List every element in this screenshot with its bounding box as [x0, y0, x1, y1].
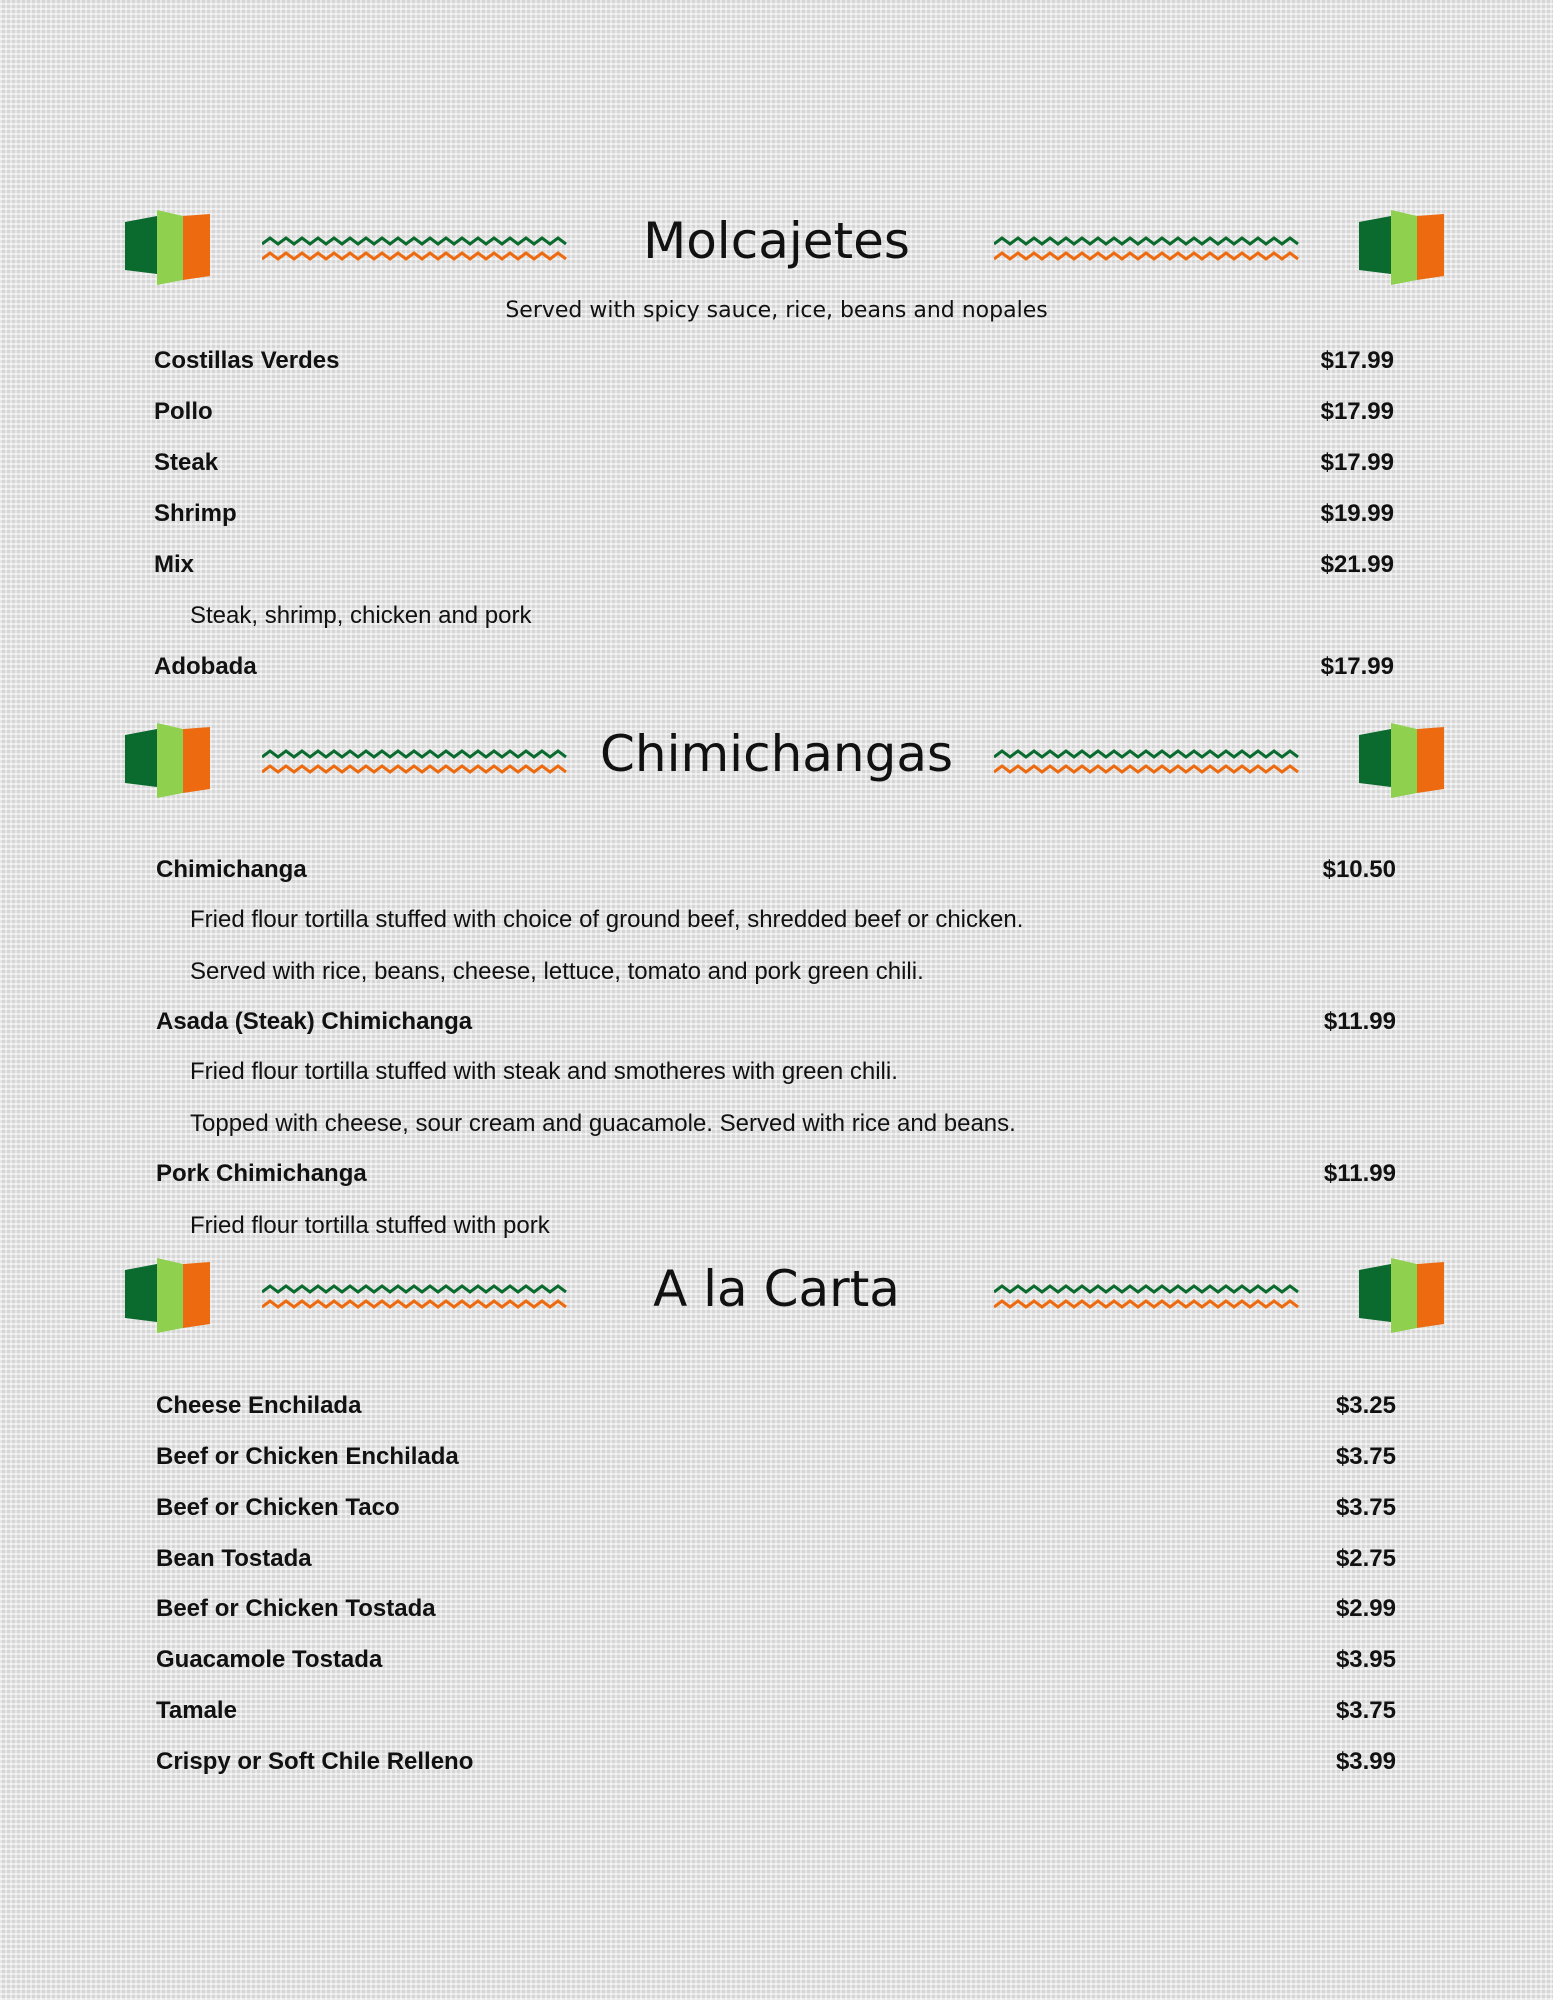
section-title: Chimichangas — [599, 725, 954, 783]
item-price: $17.99 — [1320, 347, 1394, 374]
menu-item — [156, 1392, 1396, 1426]
item-price: $21.99 — [1320, 551, 1394, 578]
menu-item — [156, 1595, 1396, 1629]
flag-icon — [1359, 723, 1444, 798]
item-name: Steak — [154, 449, 219, 476]
item-name: Beef or Chicken Taco — [156, 1494, 400, 1521]
item-description: Steak, shrimp, chicken and pork — [190, 602, 532, 629]
item-name: Asada (Steak) Chimichanga — [156, 1008, 473, 1035]
item-price: $2.75 — [1335, 1545, 1396, 1572]
flag-icon — [1359, 210, 1444, 285]
menu-item — [156, 1494, 1396, 1528]
item-name: Cheese Enchilada — [156, 1392, 362, 1419]
menu-item — [154, 551, 1394, 585]
item-price: $3.75 — [1335, 1494, 1396, 1521]
section-title: A la Carta — [653, 1260, 900, 1318]
section-title: Molcajetes — [643, 212, 910, 270]
item-name: Pollo — [154, 398, 213, 425]
menu-item — [156, 1646, 1396, 1680]
item-price: $19.99 — [1320, 500, 1394, 527]
menu-item — [156, 1697, 1396, 1731]
menu-item — [156, 1008, 1396, 1042]
item-name: Guacamole Tostada — [156, 1646, 383, 1673]
item-price: $3.75 — [1335, 1697, 1396, 1724]
section-header-chimichangas — [0, 723, 1553, 813]
zigzag-ornament-icon — [994, 1282, 1300, 1312]
menu-item — [156, 1443, 1396, 1477]
menu-item — [156, 1545, 1396, 1579]
zigzag-ornament-icon — [994, 234, 1300, 264]
menu-item — [156, 1160, 1396, 1194]
menu-item — [154, 500, 1394, 534]
item-name: Adobada — [154, 653, 257, 680]
menu-item — [154, 653, 1394, 687]
item-name: Tamale — [156, 1697, 237, 1724]
zigzag-ornament-icon — [994, 747, 1300, 777]
menu-item — [156, 856, 1396, 890]
item-name: Bean Tostada — [156, 1545, 312, 1572]
item-name: Beef or Chicken Tostada — [156, 1595, 436, 1622]
item-description: Fried flour tortilla stuffed with pork — [190, 1212, 550, 1239]
menu-item — [156, 1748, 1396, 1782]
item-name: Crispy or Soft Chile Relleno — [156, 1748, 474, 1775]
item-description: Topped with cheese, sour cream and guacamole. Served with rice and beans. — [190, 1110, 1016, 1137]
item-price: $3.25 — [1335, 1392, 1396, 1419]
item-name: Shrimp — [154, 500, 237, 527]
item-price: $3.95 — [1335, 1646, 1396, 1673]
item-name: Chimichanga — [156, 856, 307, 883]
item-price: $17.99 — [1320, 398, 1394, 425]
menu-item — [154, 347, 1394, 381]
item-price: $10.50 — [1322, 856, 1396, 883]
item-name: Pork Chimichanga — [156, 1160, 367, 1187]
item-price: $11.99 — [1323, 1008, 1396, 1035]
item-price: $11.99 — [1323, 1160, 1396, 1187]
item-name: Mix — [154, 551, 195, 578]
item-name: Costillas Verdes — [154, 347, 340, 374]
item-description: Fried flour tortilla stuffed with choice of ground beef, shredded beef or chicken. — [190, 906, 1024, 933]
menu-item — [154, 398, 1394, 432]
item-description: Fried flour tortilla stuffed with steak and smotheres with green chili. — [190, 1058, 898, 1085]
menu-item — [154, 449, 1394, 483]
item-name: Beef or Chicken Enchilada — [156, 1443, 459, 1470]
item-price: $2.99 — [1335, 1595, 1396, 1622]
flag-icon — [1359, 1258, 1444, 1333]
item-description: Served with rice, beans, cheese, lettuce, tomato and pork green chili. — [190, 958, 924, 985]
item-price: $17.99 — [1320, 449, 1394, 476]
item-price: $3.99 — [1335, 1748, 1396, 1775]
item-price: $17.99 — [1320, 653, 1394, 680]
section-header-a-la-carta — [0, 1258, 1553, 1348]
section-header-molcajetes — [0, 210, 1553, 300]
section-subtitle: Served with spicy sauce, rice, beans and nopales — [505, 298, 1048, 323]
item-price: $3.75 — [1335, 1443, 1396, 1470]
